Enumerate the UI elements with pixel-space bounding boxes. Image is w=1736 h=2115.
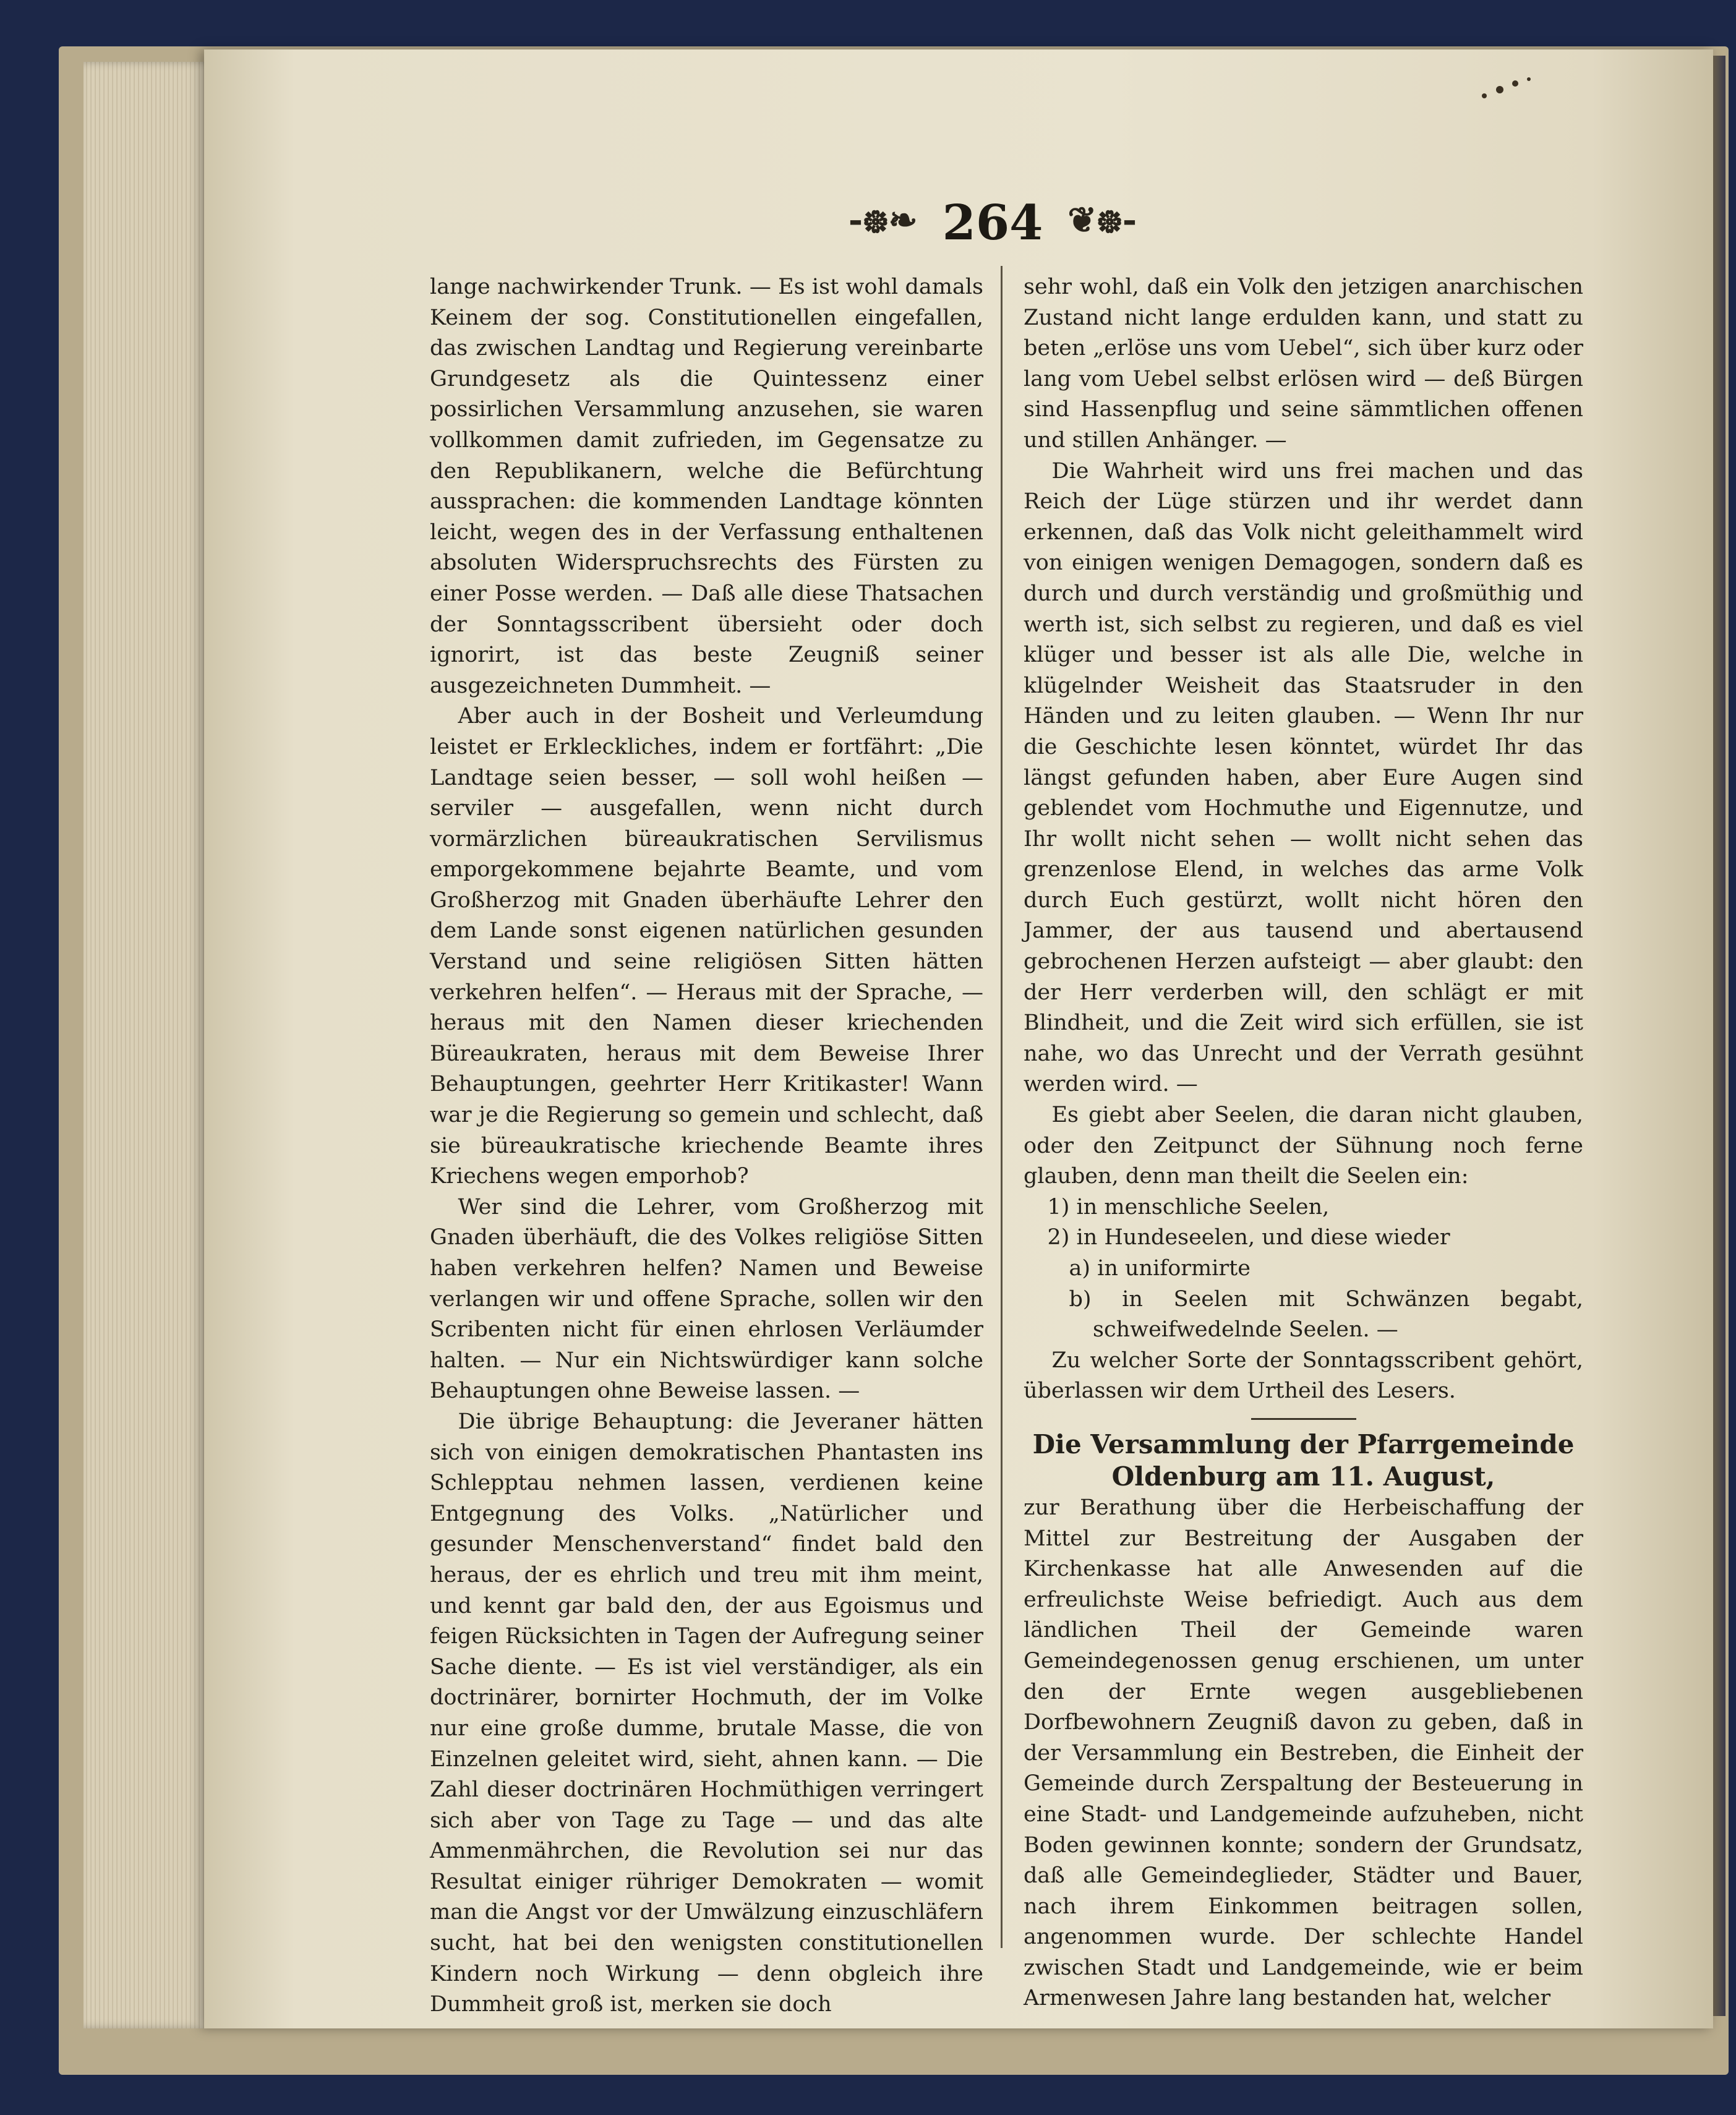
right-paragraph-1: sehr wohl, daß ein Volk den jetzigen anarchischen Zustand nicht lange erdulden kann, und statt zu beten „erlöse uns vom Uebel“, sich über kurz oder lang vom Uebel selbst erlösen wird — deß Bürgen sind Hassenpflug und seine sämmtlichen offenen und stillen Anhänger. — xyxy=(1024,275,1583,453)
left-column xyxy=(430,272,983,2020)
right-column xyxy=(1024,272,1583,2014)
list-item-1: 1) in menschliche Seelen, xyxy=(1047,1194,1330,1220)
left-paragraph-4: Die übrige Behauptung: die Jeveraner hätten sich von einigen demokratischen Phantasten ins Schlepptau nehmen lassen, verdienen keine Entgegnung des Volks. „Natürlicher und gesunder Menschenverstand“ findet bald den heraus, der es ehrlich und treu mit ihm meint, und kennt gar bald den, der aus Egoismus und feigen Rücksichten in Tagen der Aufregung seiner Sache diente. — Es ist viel verständiger, als ein doctrinärer, bornirter Hochmuth, der im Volke nur eine große dumme, brutale Masse, die von Einzelnen geleitet wird, sieht, ahnen kann. — Die Zahl dieser doctrinären Hochmüthigen verringert sich aber von Tage zu Tage — und das alte Ammenmährchen, die Revolution sei nur das Resultat einiger rühriger Demokraten — womit man die Angst vor der Umwälzung einzuschläfern sucht, hat bei den wenigsten constitutionellen Kindern noch Wirkung — denn obgleich ihre Dummheit groß ist, merken sie doch xyxy=(430,1409,983,2017)
list-item-2: 2) in Hundeseelen, und diese wieder xyxy=(1047,1225,1450,1250)
left-paragraph-2: Aber auch in der Bosheit und Verleumdung leistet er Erkleckliches, indem er fortfährt: „Die Landtage seien besser, — soll wohl heißen — serviler — ausgefallen, wenn nicht durch vormärzlichen büreaukratischen Servilismus emporgekommene bejahrte Beamte, und vom Großherzog mit Gnaden überhäufte Lehrer den dem Lande sonst eigenen natürlichen gesunden Verstand und seine religiösen Sitten hätten verkehren helfen“. — Heraus mit der Sprache, — heraus mit den Namen dieser kriechenden Büreaukraten, heraus mit dem Beweise Ihrer Behauptungen, geehrter Herr Kritikaster! Wann war je die Regierung so gemein und schlecht, daß sie büreaukratische kriechende Beamte ihres Kriechens wegen emporhob? xyxy=(430,704,983,1189)
right-paragraph-3: Es giebt aber Seelen, die daran nicht glauben, oder den Zeitpunct der Sühnung noch ferne glauben, denn man theilt die Seelen ein: xyxy=(1024,1103,1583,1189)
header-ornament-left: -᪥❧ xyxy=(848,199,918,241)
right-paragraph-4: Zu welcher Sorte der Sonntagsscribent gehört, überlassen wir dem Urtheil des Lesers. xyxy=(1024,1348,1583,1404)
page-header xyxy=(848,189,1137,257)
list-subitem-b: b) in Seelen mit Schwänzen begabt, schweifwedelnde Seelen. — xyxy=(1069,1286,1583,1343)
left-paragraph-3: Wer sind die Lehrer, vom Großherzog mit Gnaden überhäuft, die des Volkes religiöse Sitten haben verkehren helfen? Namen und Beweise verlangen wir und offene Sprache, sollen wir den Scribenten nicht für einen ehrlosen Verläumder halten. — Nur ein Nichtswürdiger kann solche Behauptungen ohne Beweise lassen. — xyxy=(430,1194,983,1404)
section-heading: Die Versammlung der Pfarrgemeinde Oldenburg am 11. August, xyxy=(1032,1429,1575,1492)
header-ornament-right: ❦᪥- xyxy=(1067,199,1137,241)
ink-specks xyxy=(1472,68,1546,105)
page-number: 264 xyxy=(942,194,1043,251)
section-text: zur Berathung über die Herbeischaffung der Mittel zur Bestreitung der Ausgaben der Kirchenkasse hat alle Anwesenden auf die erfreulichste Weise befriedigt. Auch aus dem ländlichen Theil der Gemeinde waren Gemeindegenossen genug erschienen, um unter den der Ernte wegen ausgebliebenen Dorfbewohnern Zeugniß davon zu geben, daß in der Versammlung ein Bestreben, die Einheit der Gemeinde durch Zerspaltung der Besteuerung in eine Stadt- und Landgemeinde aufzuheben, nicht Boden gewinnen konnte; sondern der Grundsatz, daß alle Gemeindeglieder, Städter und Bauer, nach ihrem Einkommen beitragen sollen, angenommen wurde. Der schlechte Handel zwischen Stadt und Landgemeinde, wie er beim Armenwesen Jahre lang bestanden hat, welcher xyxy=(1024,1495,1583,2011)
column-divider xyxy=(1001,266,1003,1948)
list-subitem-a: a) in uniformirte xyxy=(1069,1256,1251,1281)
right-paragraph-2: Die Wahrheit wird uns frei machen und das Reich der Lüge stürzen und ihr werdet dann erkennen, daß das Volk nicht geleithammelt wird von einigen wenigen Demagogen, sondern daß es durch und durch verständig und großmüthig und werth ist, sich selbst zu regieren, und daß es viel klüger und besser ist als alle Die, welche in klügelnder Weisheit das Staatsruder in den Händen und zu leiten glauben. — Wenn Ihr nur die Geschichte lesen könntet, würdet Ihr das längst gefunden haben, aber Eure Augen sind geblendet vom Hochmuthe und Eigennutze, und Ihr wollt nicht sehen — wollt nicht sehen das grenzenlose Elend, in welches das arme Volk durch Euch gestürzt, wollt nicht hören den Jammer, der aus tausend und abertausend gebrochenen Herzen aufsteigt — aber glaubt: den der Herr verderben will, den schlägt er mit Blindheit, und die Zeit wird sich erfüllen, sie ist nahe, wo das Unrecht und der Verrath gesühnt werden wird. — xyxy=(1024,458,1583,1097)
left-paragraph-1: lange nachwirkender Trunk. — Es ist wohl damals Keinem der sog. Constitutionellen eingefallen, das zwischen Landtag und Regierung vereinbarte Grundgesetz als die Quintessenz einer possirlichen Versammlung anzusehen, sie waren vollkommen damit zufrieden, im Gegensatze zu den Republikanern, welche die Befürchtung aussprachen: die kommenden Landtage könnten leicht, wegen des in der Verfassung enthaltenen absoluten Widerspruchsrechts des Fürsten zu einer Posse werden. — Daß alle diese Thatsachen der Sonntagsscribent übersieht oder doch ignorirt, ist das beste Zeugniß seiner ausgezeichneten Dummheit. — xyxy=(430,275,983,698)
section-separator xyxy=(1251,1418,1356,1420)
